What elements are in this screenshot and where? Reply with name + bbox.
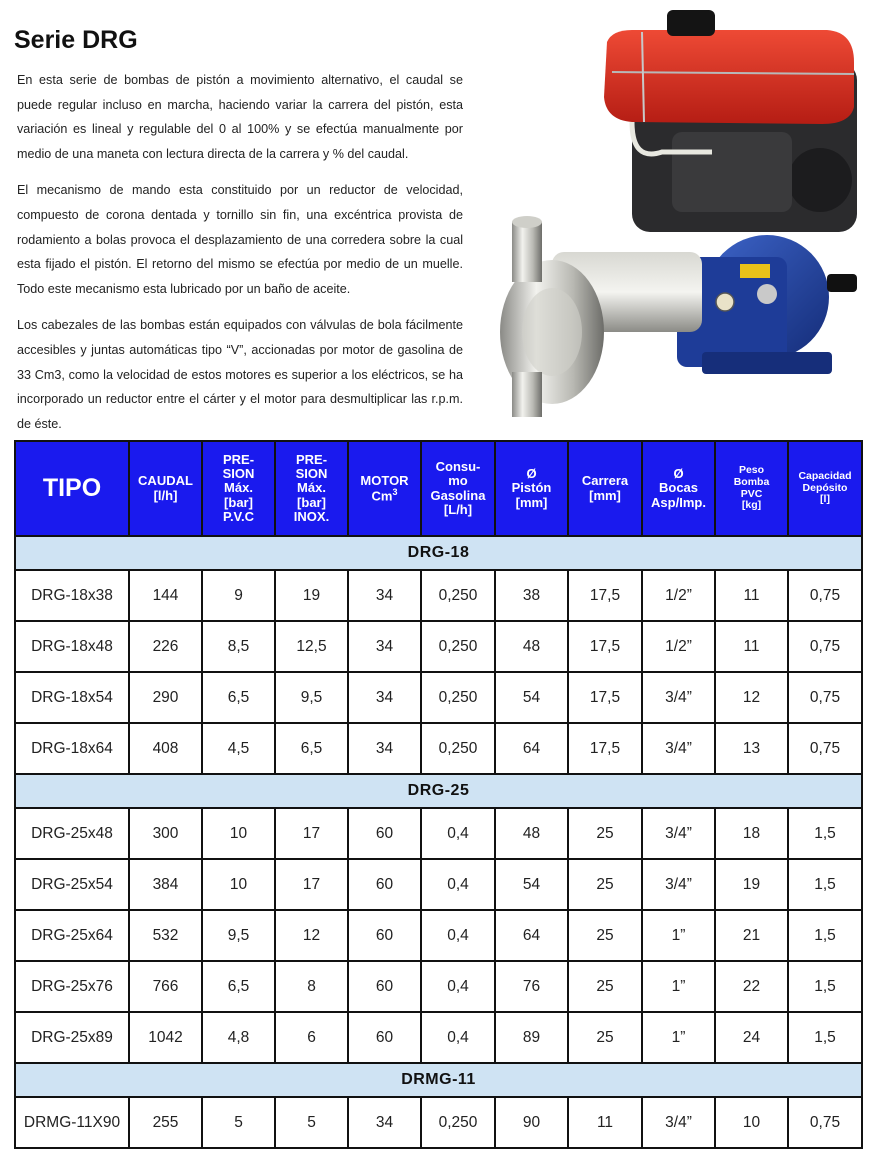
cell-caudal: 532 bbox=[129, 910, 202, 961]
cell-peso: 12 bbox=[715, 672, 788, 723]
header-bocas: Ø Bocas Asp/Imp. bbox=[642, 441, 715, 536]
cell-presion-pvc: 5 bbox=[202, 1097, 275, 1148]
cell-consumo: 0,250 bbox=[421, 570, 495, 621]
cell-motor: 34 bbox=[348, 672, 421, 723]
bolt-head bbox=[757, 284, 777, 304]
cell-motor: 60 bbox=[348, 859, 421, 910]
discharge-valve bbox=[512, 222, 542, 282]
cell-consumo: 0,4 bbox=[421, 910, 495, 961]
cell-presion-pvc: 6,5 bbox=[202, 961, 275, 1012]
cell-tipo: DRG-18x38 bbox=[15, 570, 129, 621]
cell-presion-pvc: 10 bbox=[202, 859, 275, 910]
header-presion-inox: PRE- SION Máx. [bar] INOX. bbox=[275, 441, 348, 536]
cell-peso: 11 bbox=[715, 621, 788, 672]
cell-capacidad: 1,5 bbox=[788, 859, 862, 910]
header-piston: Ø Pistón [mm] bbox=[495, 441, 568, 536]
cell-capacidad: 1,5 bbox=[788, 1012, 862, 1063]
cell-bocas: 1” bbox=[642, 1012, 715, 1063]
discharge-port bbox=[512, 216, 542, 228]
cell-caudal: 766 bbox=[129, 961, 202, 1012]
cell-presion-inox: 17 bbox=[275, 859, 348, 910]
cell-peso: 19 bbox=[715, 859, 788, 910]
group-label: DRMG-11 bbox=[15, 1063, 862, 1097]
cell-capacidad: 1,5 bbox=[788, 961, 862, 1012]
table-row bbox=[15, 1097, 862, 1148]
cell-tipo: DRG-25x48 bbox=[15, 808, 129, 859]
group-label: DRG-25 bbox=[15, 774, 862, 808]
cell-bocas: 3/4” bbox=[642, 723, 715, 774]
table-row bbox=[15, 961, 862, 1012]
cell-bocas: 1” bbox=[642, 961, 715, 1012]
cell-presion-pvc: 9,5 bbox=[202, 910, 275, 961]
cell-consumo: 0,4 bbox=[421, 808, 495, 859]
cell-piston: 64 bbox=[495, 723, 568, 774]
cell-capacidad: 0,75 bbox=[788, 570, 862, 621]
cell-carrera: 17,5 bbox=[568, 672, 642, 723]
cell-carrera: 25 bbox=[568, 1012, 642, 1063]
cell-consumo: 0,4 bbox=[421, 961, 495, 1012]
cell-bocas: 1” bbox=[642, 910, 715, 961]
cell-carrera: 17,5 bbox=[568, 621, 642, 672]
cell-presion-inox: 6,5 bbox=[275, 723, 348, 774]
cell-tipo: DRG-18x54 bbox=[15, 672, 129, 723]
cell-presion-pvc: 10 bbox=[202, 808, 275, 859]
cell-bocas: 3/4” bbox=[642, 808, 715, 859]
cell-presion-inox: 12,5 bbox=[275, 621, 348, 672]
table-row bbox=[15, 910, 862, 961]
cell-motor: 60 bbox=[348, 961, 421, 1012]
paragraph-pump-heads: Los cabezales de las bombas están equipados con válvulas de bola fácilmente accesibles y juntas automáticas tipo “V”, accionadas por motor de gasolina de 33 Cm3, como la velocidad de estos motores es superior a los eléctricos, se ha incorporado un reductor entre el cárter y el motor para desmultiplicar las r.p.m. de éste. bbox=[17, 318, 463, 431]
table-row bbox=[15, 808, 862, 859]
cell-caudal: 255 bbox=[129, 1097, 202, 1148]
table-row bbox=[15, 859, 862, 910]
stroke-dial bbox=[716, 293, 734, 311]
cell-peso: 13 bbox=[715, 723, 788, 774]
header-tipo: TIPO bbox=[15, 441, 129, 536]
cell-presion-inox: 5 bbox=[275, 1097, 348, 1148]
cell-caudal: 1042 bbox=[129, 1012, 202, 1063]
header-consumo: Consu- mo Gasolina [L/h] bbox=[421, 441, 495, 536]
cell-bocas: 3/4” bbox=[642, 1097, 715, 1148]
cell-presion-inox: 12 bbox=[275, 910, 348, 961]
cell-peso: 11 bbox=[715, 570, 788, 621]
cell-presion-pvc: 8,5 bbox=[202, 621, 275, 672]
header-presion-pvc: PRE- SION Máx. [bar] P.V.C bbox=[202, 441, 275, 536]
cell-bocas: 3/4” bbox=[642, 859, 715, 910]
engine-flywheel bbox=[788, 148, 852, 212]
table-row bbox=[15, 570, 862, 621]
cell-piston: 54 bbox=[495, 672, 568, 723]
intro-text bbox=[17, 68, 463, 448]
cell-capacidad: 0,75 bbox=[788, 621, 862, 672]
cell-caudal: 384 bbox=[129, 859, 202, 910]
cell-presion-inox: 9,5 bbox=[275, 672, 348, 723]
cell-consumo: 0,4 bbox=[421, 859, 495, 910]
cell-peso: 10 bbox=[715, 1097, 788, 1148]
cell-tipo: DRG-18x64 bbox=[15, 723, 129, 774]
cell-presion-pvc: 4,8 bbox=[202, 1012, 275, 1063]
cell-carrera: 17,5 bbox=[568, 723, 642, 774]
cell-tipo: DRG-25x64 bbox=[15, 910, 129, 961]
cell-presion-pvc: 4,5 bbox=[202, 723, 275, 774]
cell-motor: 34 bbox=[348, 1097, 421, 1148]
cell-motor: 34 bbox=[348, 723, 421, 774]
paragraph-stroke-regulation: En esta serie de bombas de pistón a movimiento alternativo, el caudal se puede regular incluso en marcha, haciendo variar la carrera del pistón, esta variación es lineal y regulable del 0 al 100% y se efectúa manualmente por medio de una maneta con lectura directa de la carrera y % del caudal. bbox=[17, 73, 463, 161]
cell-presion-pvc: 9 bbox=[202, 570, 275, 621]
warning-label bbox=[740, 264, 770, 278]
cell-carrera: 25 bbox=[568, 910, 642, 961]
header-peso: Peso Bomba PVC [kg] bbox=[715, 441, 788, 536]
cell-carrera: 25 bbox=[568, 961, 642, 1012]
cell-piston: 90 bbox=[495, 1097, 568, 1148]
cell-bocas: 3/4” bbox=[642, 672, 715, 723]
group-row bbox=[15, 1063, 862, 1097]
cell-caudal: 144 bbox=[129, 570, 202, 621]
header-caudal: CAUDAL [l/h] bbox=[129, 441, 202, 536]
cell-motor: 60 bbox=[348, 1012, 421, 1063]
cell-carrera: 17,5 bbox=[568, 570, 642, 621]
fuel-cap bbox=[667, 10, 715, 36]
cell-piston: 64 bbox=[495, 910, 568, 961]
specifications-table bbox=[14, 440, 863, 1149]
cell-peso: 21 bbox=[715, 910, 788, 961]
header-carrera: Carrera [mm] bbox=[568, 441, 642, 536]
cell-presion-inox: 6 bbox=[275, 1012, 348, 1063]
table-row bbox=[15, 621, 862, 672]
cell-carrera: 11 bbox=[568, 1097, 642, 1148]
pump-photo bbox=[482, 2, 872, 422]
cell-caudal: 408 bbox=[129, 723, 202, 774]
cell-presion-pvc: 6,5 bbox=[202, 672, 275, 723]
table-header-row bbox=[15, 441, 862, 536]
group-row bbox=[15, 774, 862, 808]
cell-presion-inox: 19 bbox=[275, 570, 348, 621]
paragraph-drive-mechanism: El mecanismo de mando esta constituido por un reductor de velocidad, compuesto de corona dentada y tornillo sin fin, una excéntrica provista de rodamiento a bolas provoca el desplazamiento de una corredera sobre la cual esta fijado el pistón. El retorno del mismo se efectúa por medio de un muelle. Todo este mecanismo esta lubricado por un baño de aceite. bbox=[17, 183, 463, 296]
cell-piston: 89 bbox=[495, 1012, 568, 1063]
cell-peso: 18 bbox=[715, 808, 788, 859]
suction-valve bbox=[512, 372, 542, 417]
cell-bocas: 1/2” bbox=[642, 621, 715, 672]
header-motor: MOTOR Cm$^3$ bbox=[348, 441, 421, 536]
cell-motor: 60 bbox=[348, 808, 421, 859]
cell-presion-inox: 8 bbox=[275, 961, 348, 1012]
cell-consumo: 0,250 bbox=[421, 723, 495, 774]
cell-piston: 38 bbox=[495, 570, 568, 621]
cell-piston: 76 bbox=[495, 961, 568, 1012]
cell-capacidad: 0,75 bbox=[788, 672, 862, 723]
cell-peso: 24 bbox=[715, 1012, 788, 1063]
table-row bbox=[15, 1012, 862, 1063]
engine-cylinder bbox=[672, 132, 792, 212]
cell-caudal: 300 bbox=[129, 808, 202, 859]
cell-tipo: DRG-25x89 bbox=[15, 1012, 129, 1063]
cell-capacidad: 1,5 bbox=[788, 808, 862, 859]
cell-piston: 54 bbox=[495, 859, 568, 910]
group-row bbox=[15, 536, 862, 570]
cell-consumo: 0,250 bbox=[421, 621, 495, 672]
pump-head-highlight bbox=[522, 288, 582, 376]
cell-bocas: 1/2” bbox=[642, 570, 715, 621]
cell-consumo: 0,4 bbox=[421, 1012, 495, 1063]
cell-capacidad: 1,5 bbox=[788, 910, 862, 961]
pump-base bbox=[702, 352, 832, 374]
cell-motor: 60 bbox=[348, 910, 421, 961]
cell-motor: 34 bbox=[348, 621, 421, 672]
cell-capacidad: 0,75 bbox=[788, 723, 862, 774]
header-capacidad: Capacidad Depósito [l] bbox=[788, 441, 862, 536]
cell-caudal: 290 bbox=[129, 672, 202, 723]
cell-caudal: 226 bbox=[129, 621, 202, 672]
cell-carrera: 25 bbox=[568, 859, 642, 910]
cell-tipo: DRG-25x76 bbox=[15, 961, 129, 1012]
cell-piston: 48 bbox=[495, 621, 568, 672]
cell-tipo: DRG-25x54 bbox=[15, 859, 129, 910]
page-title: Serie DRG bbox=[14, 26, 138, 54]
cell-presion-inox: 17 bbox=[275, 808, 348, 859]
table-row bbox=[15, 723, 862, 774]
cell-carrera: 25 bbox=[568, 808, 642, 859]
group-label: DRG-18 bbox=[15, 536, 862, 570]
stroke-knob bbox=[827, 274, 857, 292]
cell-consumo: 0,250 bbox=[421, 672, 495, 723]
cell-tipo: DRMG-11X90 bbox=[15, 1097, 129, 1148]
cell-peso: 22 bbox=[715, 961, 788, 1012]
cell-capacidad: 0,75 bbox=[788, 1097, 862, 1148]
table-row bbox=[15, 672, 862, 723]
cell-motor: 34 bbox=[348, 570, 421, 621]
cell-piston: 48 bbox=[495, 808, 568, 859]
table-body bbox=[15, 536, 862, 1148]
cell-consumo: 0,250 bbox=[421, 1097, 495, 1148]
cell-tipo: DRG-18x48 bbox=[15, 621, 129, 672]
